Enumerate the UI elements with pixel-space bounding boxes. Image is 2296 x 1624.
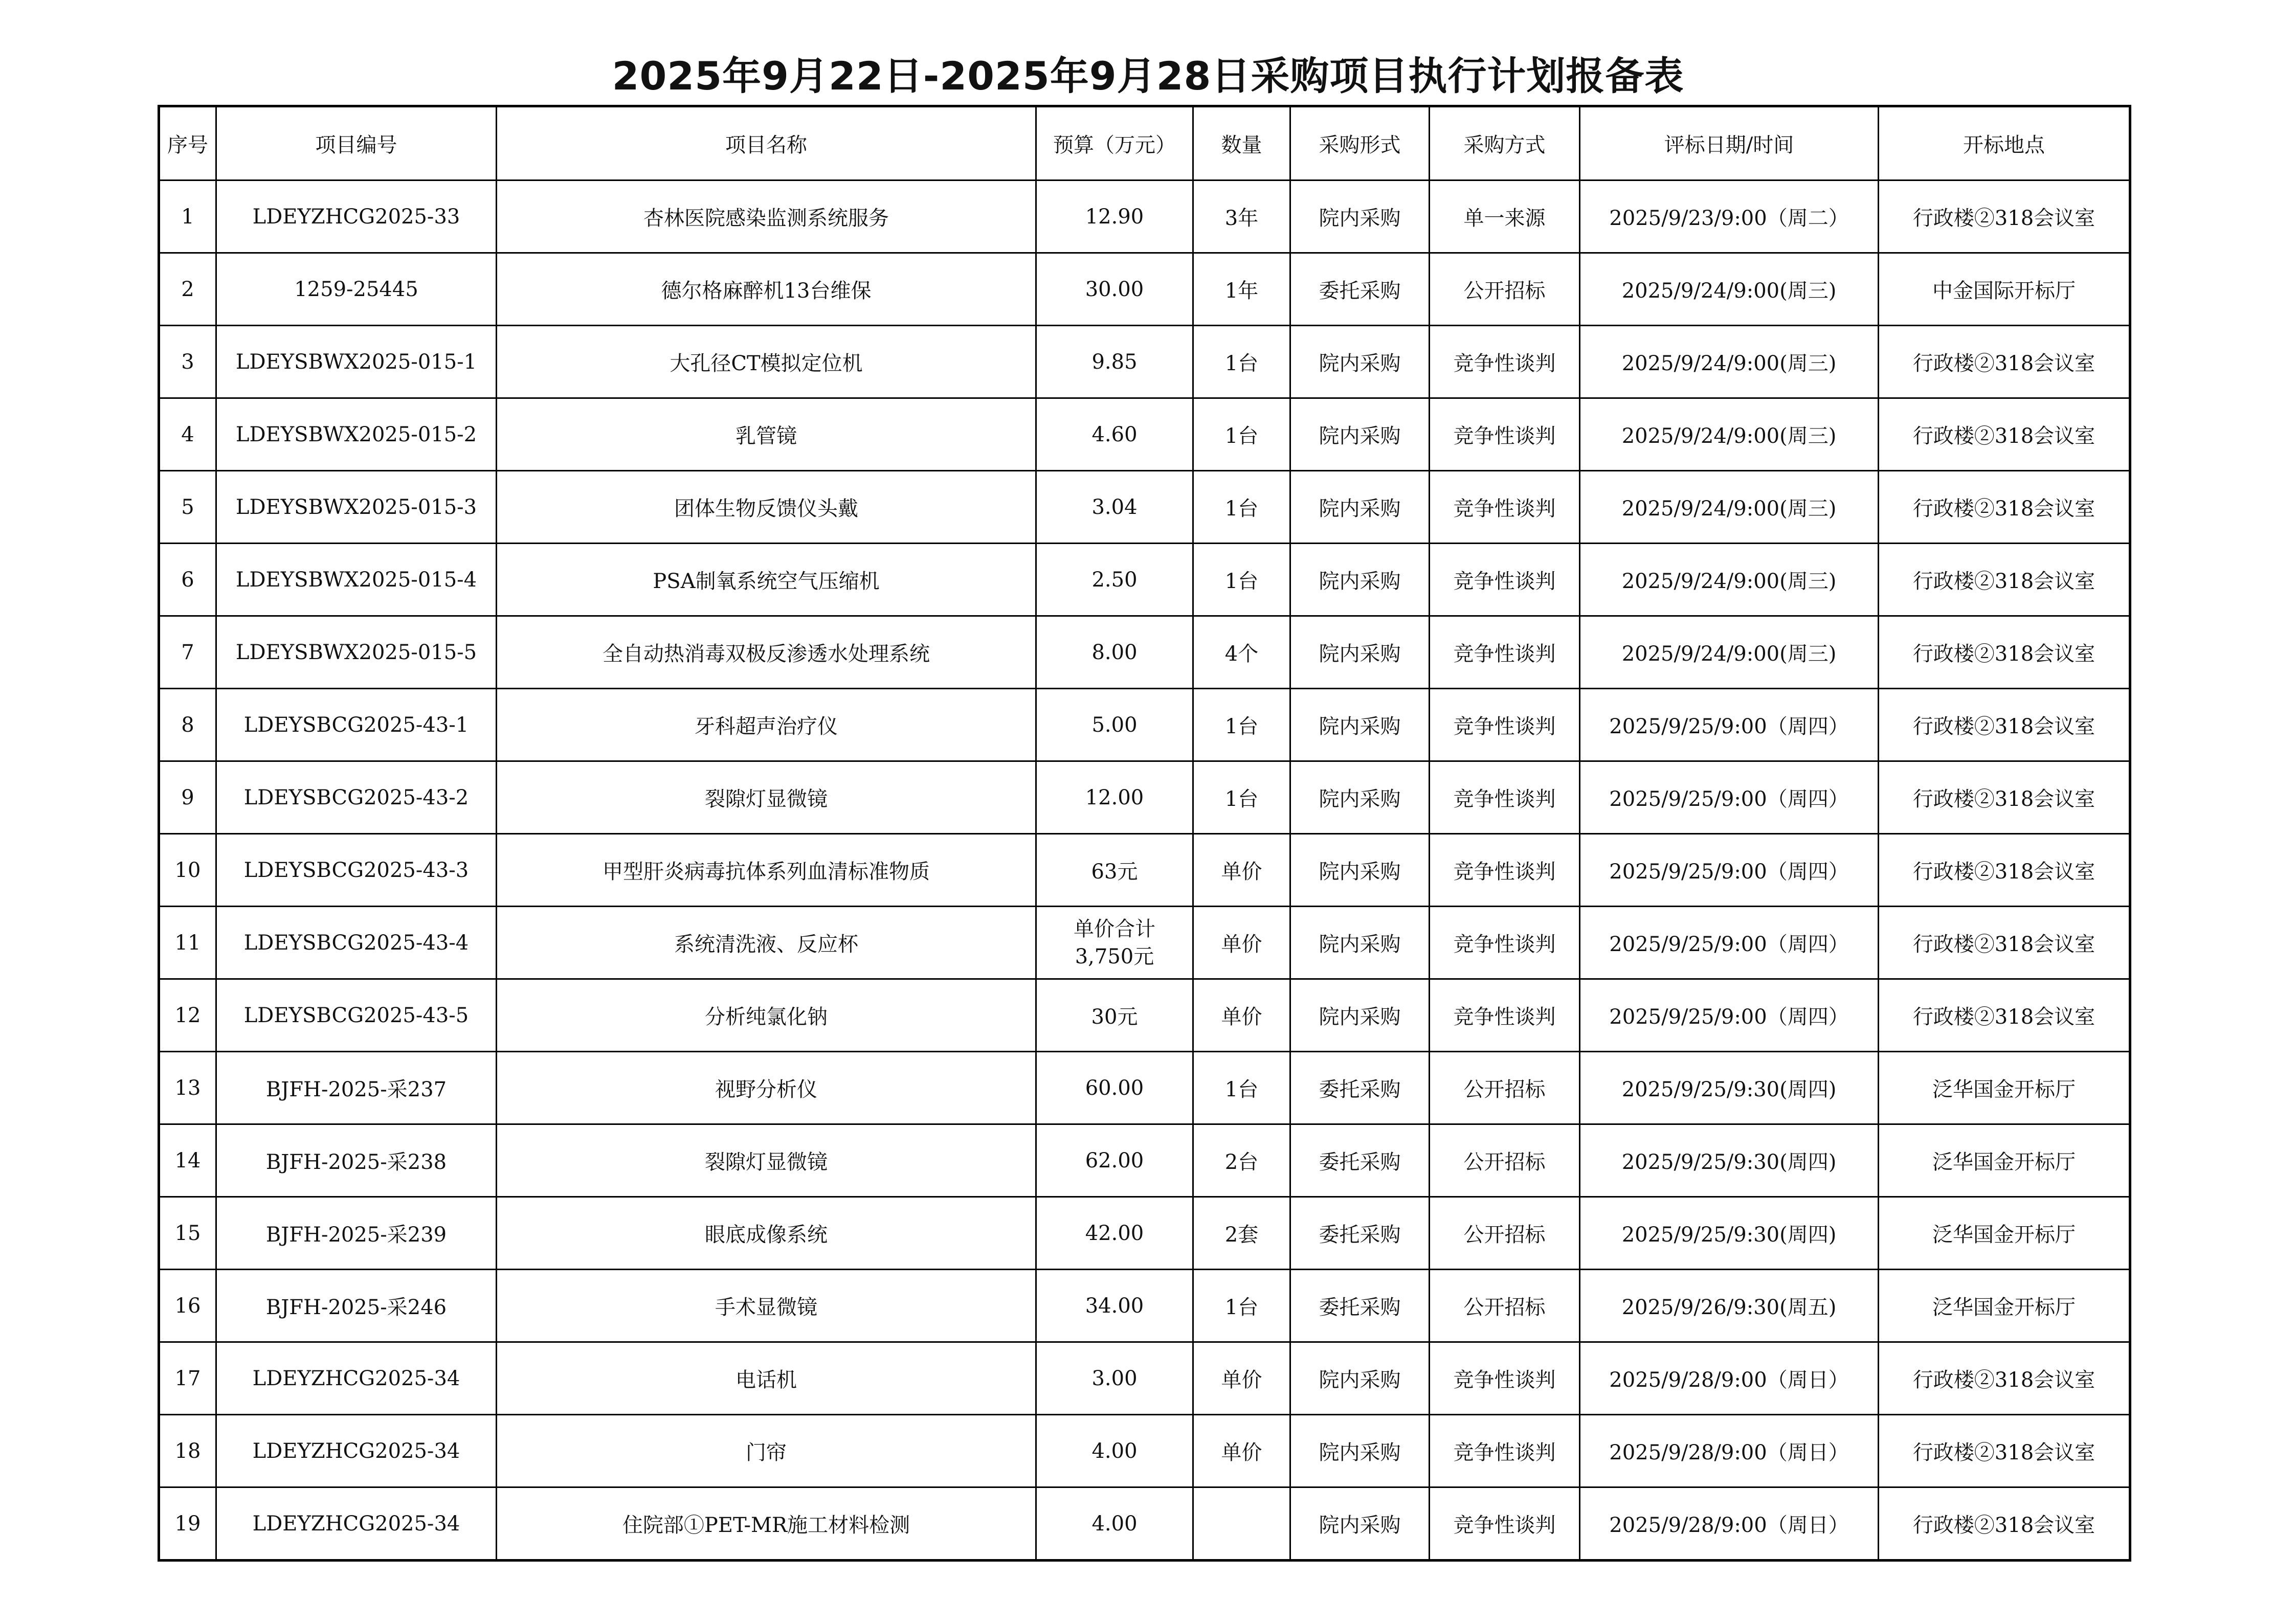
cell-method: 竞争性谈判 [1430, 834, 1580, 907]
cell-time: 2025/9/25/9:30(周四) [1580, 1124, 1879, 1197]
cell-time: 2025/9/24/9:00(周三) [1580, 253, 1879, 326]
cell-time: 2025/9/24/9:00(周三) [1580, 398, 1879, 471]
cell-form: 委托采购 [1290, 1270, 1430, 1342]
cell-form: 院内采购 [1290, 689, 1430, 761]
cell-name: 德尔格麻醉机13台维保 [497, 253, 1036, 326]
table-row [159, 253, 2130, 326]
cell-name: PSA制氧系统空气压缩机 [497, 544, 1036, 616]
cell-budget: 4.00 [1036, 1415, 1193, 1487]
procurement-table [158, 105, 2131, 1562]
cell-place: 泛华国金开标厅 [1879, 1052, 2130, 1124]
cell-name: 甲型肝炎病毒抗体系列血清标准物质 [497, 834, 1036, 907]
cell-name: 乳管镜 [497, 398, 1036, 471]
cell-code: LDEYSBCG2025-43-1 [216, 689, 497, 761]
cell-form: 院内采购 [1290, 1342, 1430, 1415]
cell-qty: 单价 [1193, 979, 1290, 1052]
cell-place: 泛华国金开标厅 [1879, 1270, 2130, 1342]
cell-no: 12 [159, 979, 216, 1052]
cell-no: 9 [159, 761, 216, 834]
cell-name: 手术显微镜 [497, 1270, 1036, 1342]
page-title: 2025年9月22日-2025年9月28日采购项目执行计划报备表 [612, 53, 1684, 99]
cell-code: LDEYSBCG2025-43-4 [216, 907, 497, 979]
cell-no: 18 [159, 1415, 216, 1487]
cell-code: BJFH-2025-采237 [216, 1052, 497, 1124]
cell-no: 7 [159, 616, 216, 689]
cell-code: LDEYSBWX2025-015-3 [216, 471, 497, 544]
cell-budget: 62.00 [1036, 1124, 1193, 1197]
cell-budget: 8.00 [1036, 616, 1193, 689]
cell-form: 院内采购 [1290, 979, 1430, 1052]
table-row [159, 471, 2130, 544]
cell-time: 2025/9/25/9:00（周四） [1580, 761, 1879, 834]
cell-qty: 3年 [1193, 181, 1290, 253]
cell-no: 10 [159, 834, 216, 907]
cell-code: BJFH-2025-采239 [216, 1197, 497, 1270]
cell-time: 2025/9/25/9:00（周四） [1580, 907, 1879, 979]
cell-place: 行政楼②318会议室 [1879, 689, 2130, 761]
cell-name: 杏林医院感染监测系统服务 [497, 181, 1036, 253]
cell-name: 系统清洗液、反应杯 [497, 907, 1036, 979]
cell-qty: 2台 [1193, 1124, 1290, 1197]
table-row [159, 1487, 2130, 1561]
cell-place: 行政楼②318会议室 [1879, 326, 2130, 398]
cell-place: 行政楼②318会议室 [1879, 181, 2130, 253]
cell-method: 竞争性谈判 [1430, 1487, 1580, 1561]
cell-budget: 30.00 [1036, 253, 1193, 326]
cell-name: 电话机 [497, 1342, 1036, 1415]
table-row [159, 979, 2130, 1052]
cell-name: 裂隙灯显微镜 [497, 1124, 1036, 1197]
cell-time: 2025/9/24/9:00(周三) [1580, 544, 1879, 616]
header-row [159, 106, 2130, 181]
table-row [159, 1270, 2130, 1342]
cell-code: BJFH-2025-采246 [216, 1270, 497, 1342]
table-row [159, 544, 2130, 616]
cell-budget: 4.60 [1036, 398, 1193, 471]
cell-qty: 单价 [1193, 834, 1290, 907]
cell-budget: 3.04 [1036, 471, 1193, 544]
cell-name: 大孔径CT模拟定位机 [497, 326, 1036, 398]
cell-time: 2025/9/25/9:00（周四） [1580, 689, 1879, 761]
cell-qty: 1台 [1193, 689, 1290, 761]
table-row [159, 1052, 2130, 1124]
cell-time: 2025/9/28/9:00（周日） [1580, 1342, 1879, 1415]
cell-no: 14 [159, 1124, 216, 1197]
cell-form: 院内采购 [1290, 398, 1430, 471]
cell-method: 竞争性谈判 [1430, 689, 1580, 761]
cell-method: 竞争性谈判 [1430, 979, 1580, 1052]
header-place: 开标地点 [1879, 106, 2130, 181]
cell-budget: 4.00 [1036, 1487, 1193, 1561]
cell-form: 委托采购 [1290, 1124, 1430, 1197]
cell-method: 竞争性谈判 [1430, 761, 1580, 834]
cell-time: 2025/9/24/9:00(周三) [1580, 326, 1879, 398]
header-no: 序号 [159, 106, 216, 181]
cell-method: 单一来源 [1430, 181, 1580, 253]
header-method: 采购方式 [1430, 106, 1580, 181]
cell-qty: 1年 [1193, 253, 1290, 326]
table-row [159, 181, 2130, 253]
cell-name: 门帘 [497, 1415, 1036, 1487]
cell-no: 15 [159, 1197, 216, 1270]
cell-place: 行政楼②318会议室 [1879, 398, 2130, 471]
cell-code: LDEYSBWX2025-015-2 [216, 398, 497, 471]
cell-form: 院内采购 [1290, 834, 1430, 907]
cell-form: 院内采购 [1290, 544, 1430, 616]
cell-budget: 12.90 [1036, 181, 1193, 253]
cell-time: 2025/9/25/9:30(周四) [1580, 1197, 1879, 1270]
table-row [159, 616, 2130, 689]
cell-name: 全自动热消毒双极反渗透水处理系统 [497, 616, 1036, 689]
cell-time: 2025/9/24/9:00(周三) [1580, 616, 1879, 689]
cell-no: 6 [159, 544, 216, 616]
cell-no: 1 [159, 181, 216, 253]
cell-place: 行政楼②318会议室 [1879, 616, 2130, 689]
cell-budget: 2.50 [1036, 544, 1193, 616]
cell-no: 4 [159, 398, 216, 471]
cell-no: 19 [159, 1487, 216, 1561]
cell-time: 2025/9/25/9:30(周四) [1580, 1052, 1879, 1124]
header-code: 项目编号 [216, 106, 497, 181]
cell-code: LDEYSBWX2025-015-1 [216, 326, 497, 398]
cell-place: 行政楼②318会议室 [1879, 544, 2130, 616]
cell-qty: 1台 [1193, 471, 1290, 544]
cell-no: 8 [159, 689, 216, 761]
cell-place: 泛华国金开标厅 [1879, 1124, 2130, 1197]
cell-budget: 12.00 [1036, 761, 1193, 834]
cell-name: 住院部①PET-MR施工材料检测 [497, 1487, 1036, 1561]
cell-form: 委托采购 [1290, 253, 1430, 326]
cell-qty: 1台 [1193, 761, 1290, 834]
cell-qty [1193, 1487, 1290, 1561]
cell-qty: 1台 [1193, 326, 1290, 398]
cell-method: 竞争性谈判 [1430, 326, 1580, 398]
cell-method: 竞争性谈判 [1430, 1415, 1580, 1487]
cell-budget: 63元 [1036, 834, 1193, 907]
cell-method: 公开招标 [1430, 253, 1580, 326]
cell-name: 眼底成像系统 [497, 1197, 1036, 1270]
cell-method: 竞争性谈判 [1430, 907, 1580, 979]
cell-qty: 单价 [1193, 1342, 1290, 1415]
cell-budget: 42.00 [1036, 1197, 1193, 1270]
cell-place: 中金国际开标厅 [1879, 253, 2130, 326]
cell-form: 委托采购 [1290, 1197, 1430, 1270]
cell-time: 2025/9/26/9:30(周五) [1580, 1270, 1879, 1342]
cell-place: 行政楼②318会议室 [1879, 471, 2130, 544]
cell-budget: 3.00 [1036, 1342, 1193, 1415]
cell-qty: 4个 [1193, 616, 1290, 689]
cell-budget: 单价合计 3,750元 [1036, 907, 1193, 979]
cell-qty: 1台 [1193, 1052, 1290, 1124]
cell-method: 竞争性谈判 [1430, 398, 1580, 471]
cell-budget: 60.00 [1036, 1052, 1193, 1124]
cell-budget: 30元 [1036, 979, 1193, 1052]
cell-qty: 单价 [1193, 907, 1290, 979]
cell-place: 行政楼②318会议室 [1879, 1487, 2130, 1561]
cell-qty: 1台 [1193, 398, 1290, 471]
cell-form: 院内采购 [1290, 616, 1430, 689]
header-name: 项目名称 [497, 106, 1036, 181]
cell-method: 竞争性谈判 [1430, 471, 1580, 544]
cell-qty: 1台 [1193, 544, 1290, 616]
cell-form: 院内采购 [1290, 761, 1430, 834]
cell-code: LDEYSBWX2025-015-5 [216, 616, 497, 689]
cell-form: 院内采购 [1290, 907, 1430, 979]
header-budget: 预算（万元） [1036, 106, 1193, 181]
table-row [159, 326, 2130, 398]
cell-qty: 2套 [1193, 1197, 1290, 1270]
cell-place: 行政楼②318会议室 [1879, 1415, 2130, 1487]
cell-method: 竞争性谈判 [1430, 544, 1580, 616]
table-row [159, 689, 2130, 761]
cell-method: 公开招标 [1430, 1270, 1580, 1342]
cell-code: LDEYSBWX2025-015-4 [216, 544, 497, 616]
cell-place: 行政楼②318会议室 [1879, 1342, 2130, 1415]
table-row [159, 1415, 2130, 1487]
cell-no: 3 [159, 326, 216, 398]
cell-place: 行政楼②318会议室 [1879, 834, 2130, 907]
cell-time: 2025/9/25/9:00（周四） [1580, 834, 1879, 907]
cell-no: 16 [159, 1270, 216, 1342]
table-row [159, 761, 2130, 834]
cell-qty: 1台 [1193, 1270, 1290, 1342]
cell-form: 院内采购 [1290, 1415, 1430, 1487]
cell-place: 行政楼②318会议室 [1879, 761, 2130, 834]
cell-method: 公开招标 [1430, 1124, 1580, 1197]
cell-place: 行政楼②318会议室 [1879, 979, 2130, 1052]
cell-form: 院内采购 [1290, 181, 1430, 253]
cell-budget: 34.00 [1036, 1270, 1193, 1342]
cell-code: LDEYZHCG2025-34 [216, 1415, 497, 1487]
cell-no: 2 [159, 253, 216, 326]
cell-budget: 9.85 [1036, 326, 1193, 398]
cell-form: 院内采购 [1290, 471, 1430, 544]
header-qty: 数量 [1193, 106, 1290, 181]
cell-method: 公开招标 [1430, 1052, 1580, 1124]
cell-name: 团体生物反馈仪头戴 [497, 471, 1036, 544]
cell-no: 13 [159, 1052, 216, 1124]
cell-no: 11 [159, 907, 216, 979]
cell-time: 2025/9/25/9:00（周四） [1580, 979, 1879, 1052]
cell-code: LDEYSBCG2025-43-3 [216, 834, 497, 907]
cell-method: 竞争性谈判 [1430, 1342, 1580, 1415]
cell-place: 泛华国金开标厅 [1879, 1197, 2130, 1270]
cell-form: 院内采购 [1290, 1487, 1430, 1561]
cell-place: 行政楼②318会议室 [1879, 907, 2130, 979]
cell-code: BJFH-2025-采238 [216, 1124, 497, 1197]
cell-method: 公开招标 [1430, 1197, 1580, 1270]
cell-name: 裂隙灯显微镜 [497, 761, 1036, 834]
table-body [159, 181, 2130, 1561]
table-row [159, 834, 2130, 907]
cell-code: LDEYZHCG2025-34 [216, 1342, 497, 1415]
cell-method: 竞争性谈判 [1430, 616, 1580, 689]
cell-time: 2025/9/24/9:00(周三) [1580, 471, 1879, 544]
cell-budget: 5.00 [1036, 689, 1193, 761]
cell-time: 2025/9/28/9:00（周日） [1580, 1415, 1879, 1487]
table-row [159, 1197, 2130, 1270]
cell-time: 2025/9/28/9:00（周日） [1580, 1487, 1879, 1561]
header-form: 采购形式 [1290, 106, 1430, 181]
cell-no: 17 [159, 1342, 216, 1415]
cell-code: 1259-25445 [216, 253, 497, 326]
cell-name: 牙科超声治疗仪 [497, 689, 1036, 761]
table-row [159, 1342, 2130, 1415]
cell-code: LDEYSBCG2025-43-5 [216, 979, 497, 1052]
table-row [159, 907, 2130, 979]
cell-no: 5 [159, 471, 216, 544]
cell-code: LDEYZHCG2025-34 [216, 1487, 497, 1561]
cell-name: 视野分析仪 [497, 1052, 1036, 1124]
header-time: 评标日期/时间 [1580, 106, 1879, 181]
cell-qty: 单价 [1193, 1415, 1290, 1487]
table-row [159, 398, 2130, 471]
cell-code: LDEYSBCG2025-43-2 [216, 761, 497, 834]
cell-form: 委托采购 [1290, 1052, 1430, 1124]
cell-code: LDEYZHCG2025-33 [216, 181, 497, 253]
table-row [159, 1124, 2130, 1197]
cell-form: 院内采购 [1290, 326, 1430, 398]
cell-time: 2025/9/23/9:00（周二） [1580, 181, 1879, 253]
cell-name: 分析纯氯化钠 [497, 979, 1036, 1052]
